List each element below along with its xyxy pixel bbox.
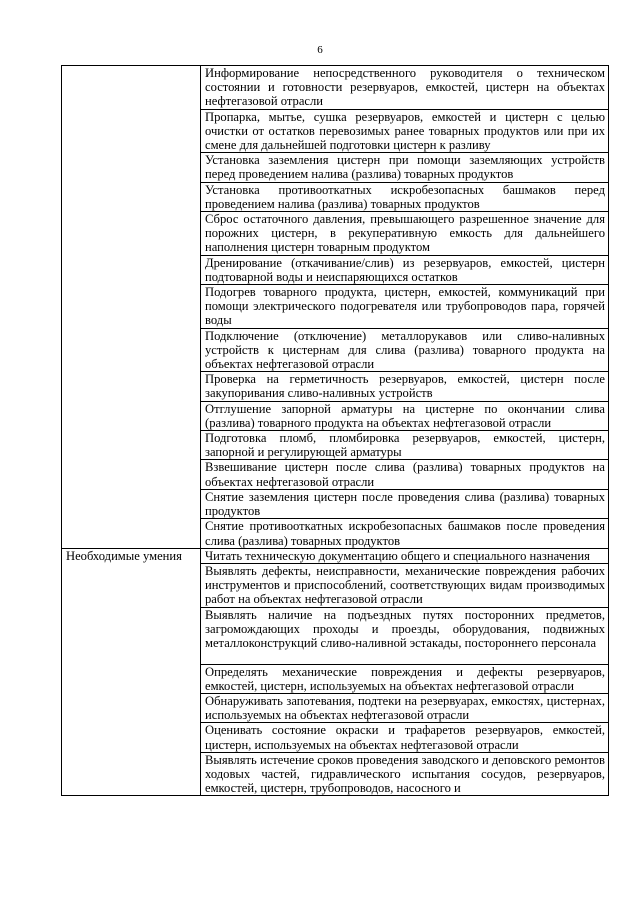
labor-action-text: Подключение (отключение) металлорукавов или сливо-наливных устройств к цистернам для слива (разлива) товарного продукта на объектах нефтегазовой отрасли [205,328,605,372]
labor-action-text: Проверка на герметичность резервуаров, емкостей, цистерн после закупоривания сливо-наливных устройств [205,372,605,401]
table-cell [201,548,609,563]
skill-text: Определять механические повреждения и дефекты резервуаров, емкостей, цистерн, используемых на объектах нефтегазовой отрасли [205,664,605,693]
labor-action-text: Установка заземления цистерн при помощи заземляющих устройств перед проведением налива (разлива) товарных продуктов [205,153,605,182]
table-cell [201,489,609,518]
labor-action-text: Установка противооткатных искробезопасных башмаков перед проведением налива (разлива) товарных продуктов [205,182,605,211]
labor-action-text: Дренирование (откачивание/слив) из резервуаров, емкостей, цистерн подтоварной воды и неиспаряющихся остатков [205,255,605,284]
labor-action-text: Пропарка, мытье, сушка резервуаров, емкостей и цистерн с целью очистки от остатков перевозимых ранее товарных продуктов или при их смене для дальнейшей подготовки цистерн к разливу [205,109,605,153]
table-cell [201,460,609,489]
section-label: Необходимые умения [66,548,182,563]
table-cell [201,255,609,284]
labor-action-text: Подготовка пломб, пломбировка резервуаров, емкостей, цистерн, запорной и регулирующей арматуры [205,431,605,460]
table-cell [201,328,609,372]
labor-action-text: Снятие противооткатных искробезопасных башмаков после проведения слива (разлива) товарных продуктов [205,519,605,548]
skill-text: Обнаруживать запотевания, подтеки на резервуарах, емкостях, цистернах, используемых на объектах нефтегазовой отрасли [205,693,605,723]
skill-text: Читать техническую документацию общего и специального назначения [205,548,590,563]
table-cell [201,212,609,256]
table-row [62,548,609,563]
labor-action-text: Подогрев товарного продукта, цистерн, емкостей, коммуникаций при помощи электрического подогревателя или трубопроводов пара, горячей воды [205,285,605,328]
labor-action-text: Сброс остаточного давления, превышающего разрешенное значение для порожних цистерн, в рекуперативную емкость для дальнейшего наполнения цистерн товарным продуктом [205,212,605,255]
table-cell [201,752,609,796]
table-cell [201,153,609,182]
page-number: 6 [317,44,323,56]
table-cell [201,182,609,211]
table-cell [201,66,609,110]
skill-text: Оценивать состояние окраски и трафаретов резервуаров, емкостей, цистерн, используемых на объектах нефтегазовой отрасли [205,723,605,752]
table-cell [201,401,609,430]
empty-label-cell [62,66,201,549]
table-cell [201,693,609,722]
skill-text: Выявлять дефекты, неисправности, механические повреждения рабочих инструментов и приспособлений, соответствующих видам производимых работ на объектах нефтегазовой отрасли [205,563,605,607]
skill-text: Выявлять наличие на подъездных путях посторонних предметов, загромождающих проходы и проезды, оборудования, подвижных металлоконструкций сливо-наливной эстакады, постороннего персонала [205,607,605,650]
table-cell [201,372,609,401]
requirements-table [61,65,609,796]
table-cell [201,664,609,693]
table-cell [201,431,609,460]
labor-action-text: Снятие заземления цистерн после проведения слива (разлива) товарных продуктов [205,489,605,519]
skill-text: Выявлять истечение сроков проведения заводского и деповского ремонтов ходовых частей, гидравлического испытания сосудов, резервуаров, емкостей, цистерн, трубопроводов, насосного и [205,752,605,796]
table-cell [201,285,609,329]
labor-action-text: Информирование непосредственного руководителя о техническом состоянии и готовности резервуаров, емкостей, цистерн на объектах нефтегазовой отрасли [205,66,605,109]
table-row [62,66,609,110]
table-cell [201,563,609,607]
section-label-cell [62,548,201,796]
table-cell [201,723,609,752]
table-cell [201,607,609,664]
table-cell [201,519,609,548]
labor-action-text: Отглушение запорной арматуры на цистерне по окончании слива (разлива) товарного продукта на объектах нефтегазовой отрасли [205,401,605,430]
table-cell [201,109,609,153]
labor-action-text: Взвешивание цистерн после слива (разлива) товарных продуктов на объектах нефтегазовой отрасли [205,460,605,489]
